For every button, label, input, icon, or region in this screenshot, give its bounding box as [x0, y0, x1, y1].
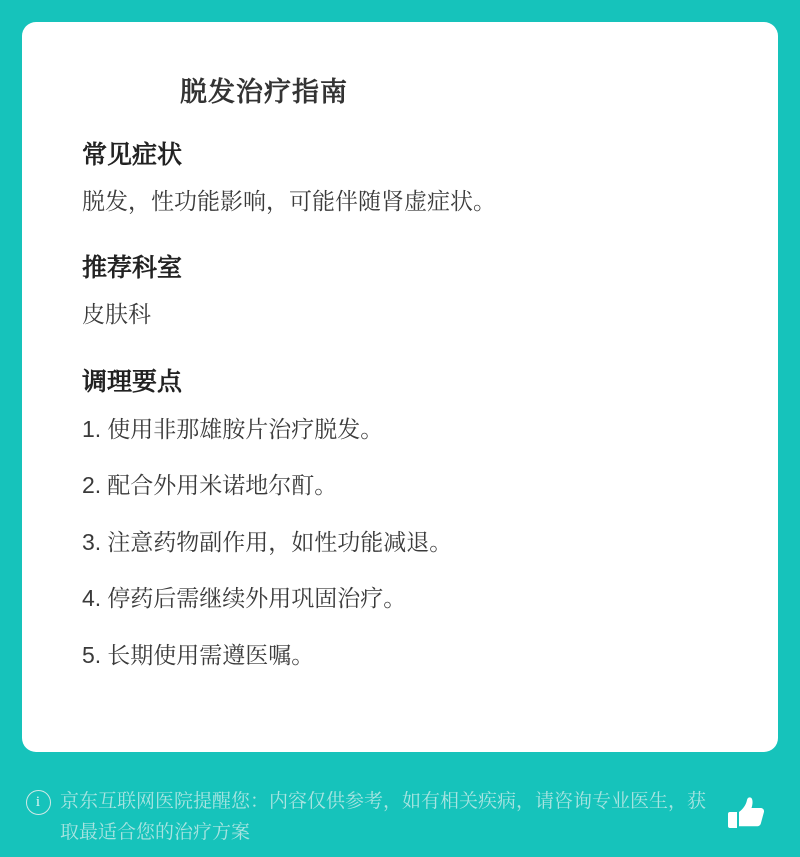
tips-list — [58, 412, 742, 673]
section-body-symptoms: 脱发，性功能影响，可能伴随肾虚症状。 — [82, 188, 496, 214]
section-heading-department: 推荐科室 — [82, 254, 183, 283]
list-item-text: 注意药物副作用，如性功能减退。 — [107, 528, 453, 555]
list-item-number: 2. — [82, 472, 102, 499]
list-item — [82, 638, 742, 673]
list-item-text: 使用非那雄胺片治疗脱发。 — [107, 415, 384, 442]
thumbs-up-icon — [724, 768, 784, 839]
section-heading-tips: 调理要点 — [82, 367, 183, 396]
list-item-text: 配合外用米诺地尔酊。 — [107, 472, 338, 499]
disclaimer-footer — [0, 768, 800, 857]
list-item-text: 长期使用需遵医嘱。 — [107, 641, 315, 668]
list-item — [82, 412, 742, 447]
disclaimer-text: 京东互联网医院提醒您：内容仅供参考，如有相关疾病，请咨询专业医生，获取最适合您的治疗方案 — [60, 791, 707, 844]
list-item-number: 4. — [82, 585, 102, 612]
section-heading-symptoms: 常见症状 — [82, 141, 183, 169]
list-item — [82, 525, 742, 560]
list-item-text: 停药后需继续外用巩固治疗。 — [107, 585, 407, 612]
page-title: 脱发治疗指南 — [180, 77, 348, 107]
list-item — [82, 468, 742, 503]
info-icon: i — [16, 790, 60, 815]
list-item-number: 3. — [82, 528, 102, 555]
list-item-number: 1. — [82, 415, 102, 442]
list-item — [82, 581, 742, 616]
guide-card — [22, 22, 778, 752]
list-item-number: 5. — [82, 641, 102, 668]
section-body-department: 皮肤科 — [82, 301, 151, 328]
